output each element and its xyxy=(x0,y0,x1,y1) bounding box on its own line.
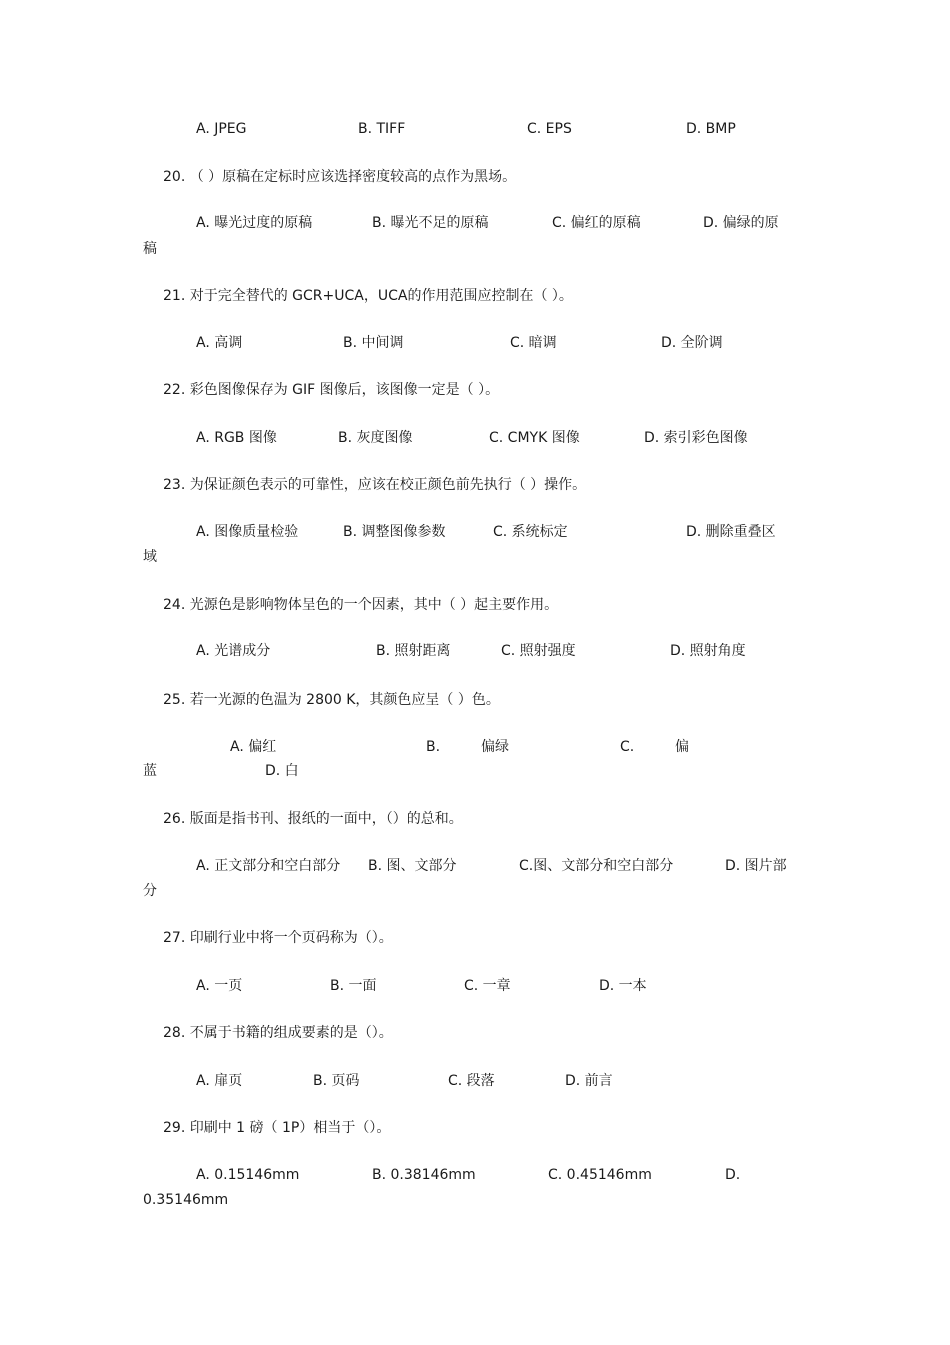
q28-option-b: B. 页码 xyxy=(313,1073,360,1089)
q21-option-d: D. 全阶调 xyxy=(661,335,723,351)
q25-option-a: A. 偏红 xyxy=(230,739,277,755)
q25-option-c-text: 偏 xyxy=(675,739,689,755)
q28-option-d: D. 前言 xyxy=(565,1073,613,1089)
q20-option-a: A. 曝光过度的原稿 xyxy=(196,215,313,231)
q23-option-b: B. 调整图像参数 xyxy=(343,524,446,540)
q21-option-a: A. 高调 xyxy=(196,335,243,351)
q26-option-a: A. 正文部分和空白部分 xyxy=(196,858,341,874)
q27-option-d: D. 一本 xyxy=(599,978,647,994)
q26-option-d-wrap: 分 xyxy=(143,883,157,899)
q20-option-b: B. 曝光不足的原稿 xyxy=(372,215,489,231)
q22-option-b: B. 灰度图像 xyxy=(338,430,413,446)
q29-option-d: D. xyxy=(725,1167,741,1183)
q26-stem: 26. 版面是指书刊、报纸的一面中，（）的总和。 xyxy=(163,811,463,827)
q24-option-c: C. 照射强度 xyxy=(501,643,576,659)
q25-option-b-text: 偏绿 xyxy=(481,739,509,755)
q28-option-c: C. 段落 xyxy=(448,1073,495,1089)
q24-option-d: D. 照射角度 xyxy=(670,643,746,659)
q25-option-b-letter: B. xyxy=(426,739,441,755)
q25-option-d: D. 白 xyxy=(265,763,299,779)
q25-option-c-letter: C. xyxy=(620,739,635,755)
q29-option-b: B. 0.38146mm xyxy=(372,1167,476,1183)
q27-option-a: A. 一页 xyxy=(196,978,243,994)
q24-option-b: B. 照射距离 xyxy=(376,643,451,659)
q22-stem: 22. 彩色图像保存为 GIF 图像后，该图像一定是（ ）。 xyxy=(163,382,500,398)
q27-stem: 27. 印刷行业中将一个页码称为（）。 xyxy=(163,930,393,946)
q19-option-d: D. BMP xyxy=(686,121,736,137)
q29-option-d-wrap: 0.35146mm xyxy=(143,1192,229,1208)
q20-option-d-wrap: 稿 xyxy=(143,241,157,257)
q29-option-a: A. 0.15146mm xyxy=(196,1167,300,1183)
q20-option-c: C. 偏红的原稿 xyxy=(552,215,641,231)
q27-option-b: B. 一面 xyxy=(330,978,377,994)
q28-stem: 28. 不属于书籍的组成要素的是（）。 xyxy=(163,1025,393,1041)
q23-option-d: D. 删除重叠区 xyxy=(686,524,776,540)
q22-option-a: A. RGB 图像 xyxy=(196,430,277,446)
q25-stem: 25. 若一光源的色温为 2800 K，其颜色应呈（ ）色。 xyxy=(163,692,500,708)
q24-option-a: A. 光谱成分 xyxy=(196,643,271,659)
q20-option-d: D. 偏绿的原 xyxy=(703,215,779,231)
q19-option-c: C. EPS xyxy=(527,121,572,137)
q26-option-c: C.图、文部分和空白部分 xyxy=(519,858,674,874)
q23-option-d-wrap: 域 xyxy=(143,549,157,565)
q21-option-b: B. 中间调 xyxy=(343,335,404,351)
q19-option-b: B. TIFF xyxy=(358,121,406,137)
q25-option-c-wrap: 蓝 xyxy=(143,763,157,779)
q24-stem: 24. 光源色是影响物体呈色的一个因素，其中（ ）起主要作用。 xyxy=(163,597,559,613)
q28-option-a: A. 扉页 xyxy=(196,1073,243,1089)
q22-option-c: C. CMYK 图像 xyxy=(489,430,580,446)
q27-option-c: C. 一章 xyxy=(464,978,511,994)
q19-option-a: A. JPEG xyxy=(196,121,247,137)
q23-stem: 23. 为保证颜色表示的可靠性，应该在校正颜色前先执行（ ）操作。 xyxy=(163,477,587,493)
q21-stem: 21. 对于完全替代的 GCR+UCA，UCA的作用范围应控制在（ ）。 xyxy=(163,288,573,304)
q26-option-b: B. 图、文部分 xyxy=(368,858,457,874)
q22-option-d: D. 索引彩色图像 xyxy=(644,430,748,446)
q20-stem: 20. （ ）原稿在定标时应该选择密度较高的点作为黑场。 xyxy=(163,169,517,185)
q29-option-c: C. 0.45146mm xyxy=(548,1167,652,1183)
q23-option-c: C. 系统标定 xyxy=(493,524,568,540)
q29-stem: 29. 印刷中 1 磅（ 1P）相当于（）。 xyxy=(163,1120,391,1136)
q21-option-c: C. 暗调 xyxy=(510,335,557,351)
q23-option-a: A. 图像质量检验 xyxy=(196,524,299,540)
q26-option-d: D. 图片部 xyxy=(725,858,787,874)
